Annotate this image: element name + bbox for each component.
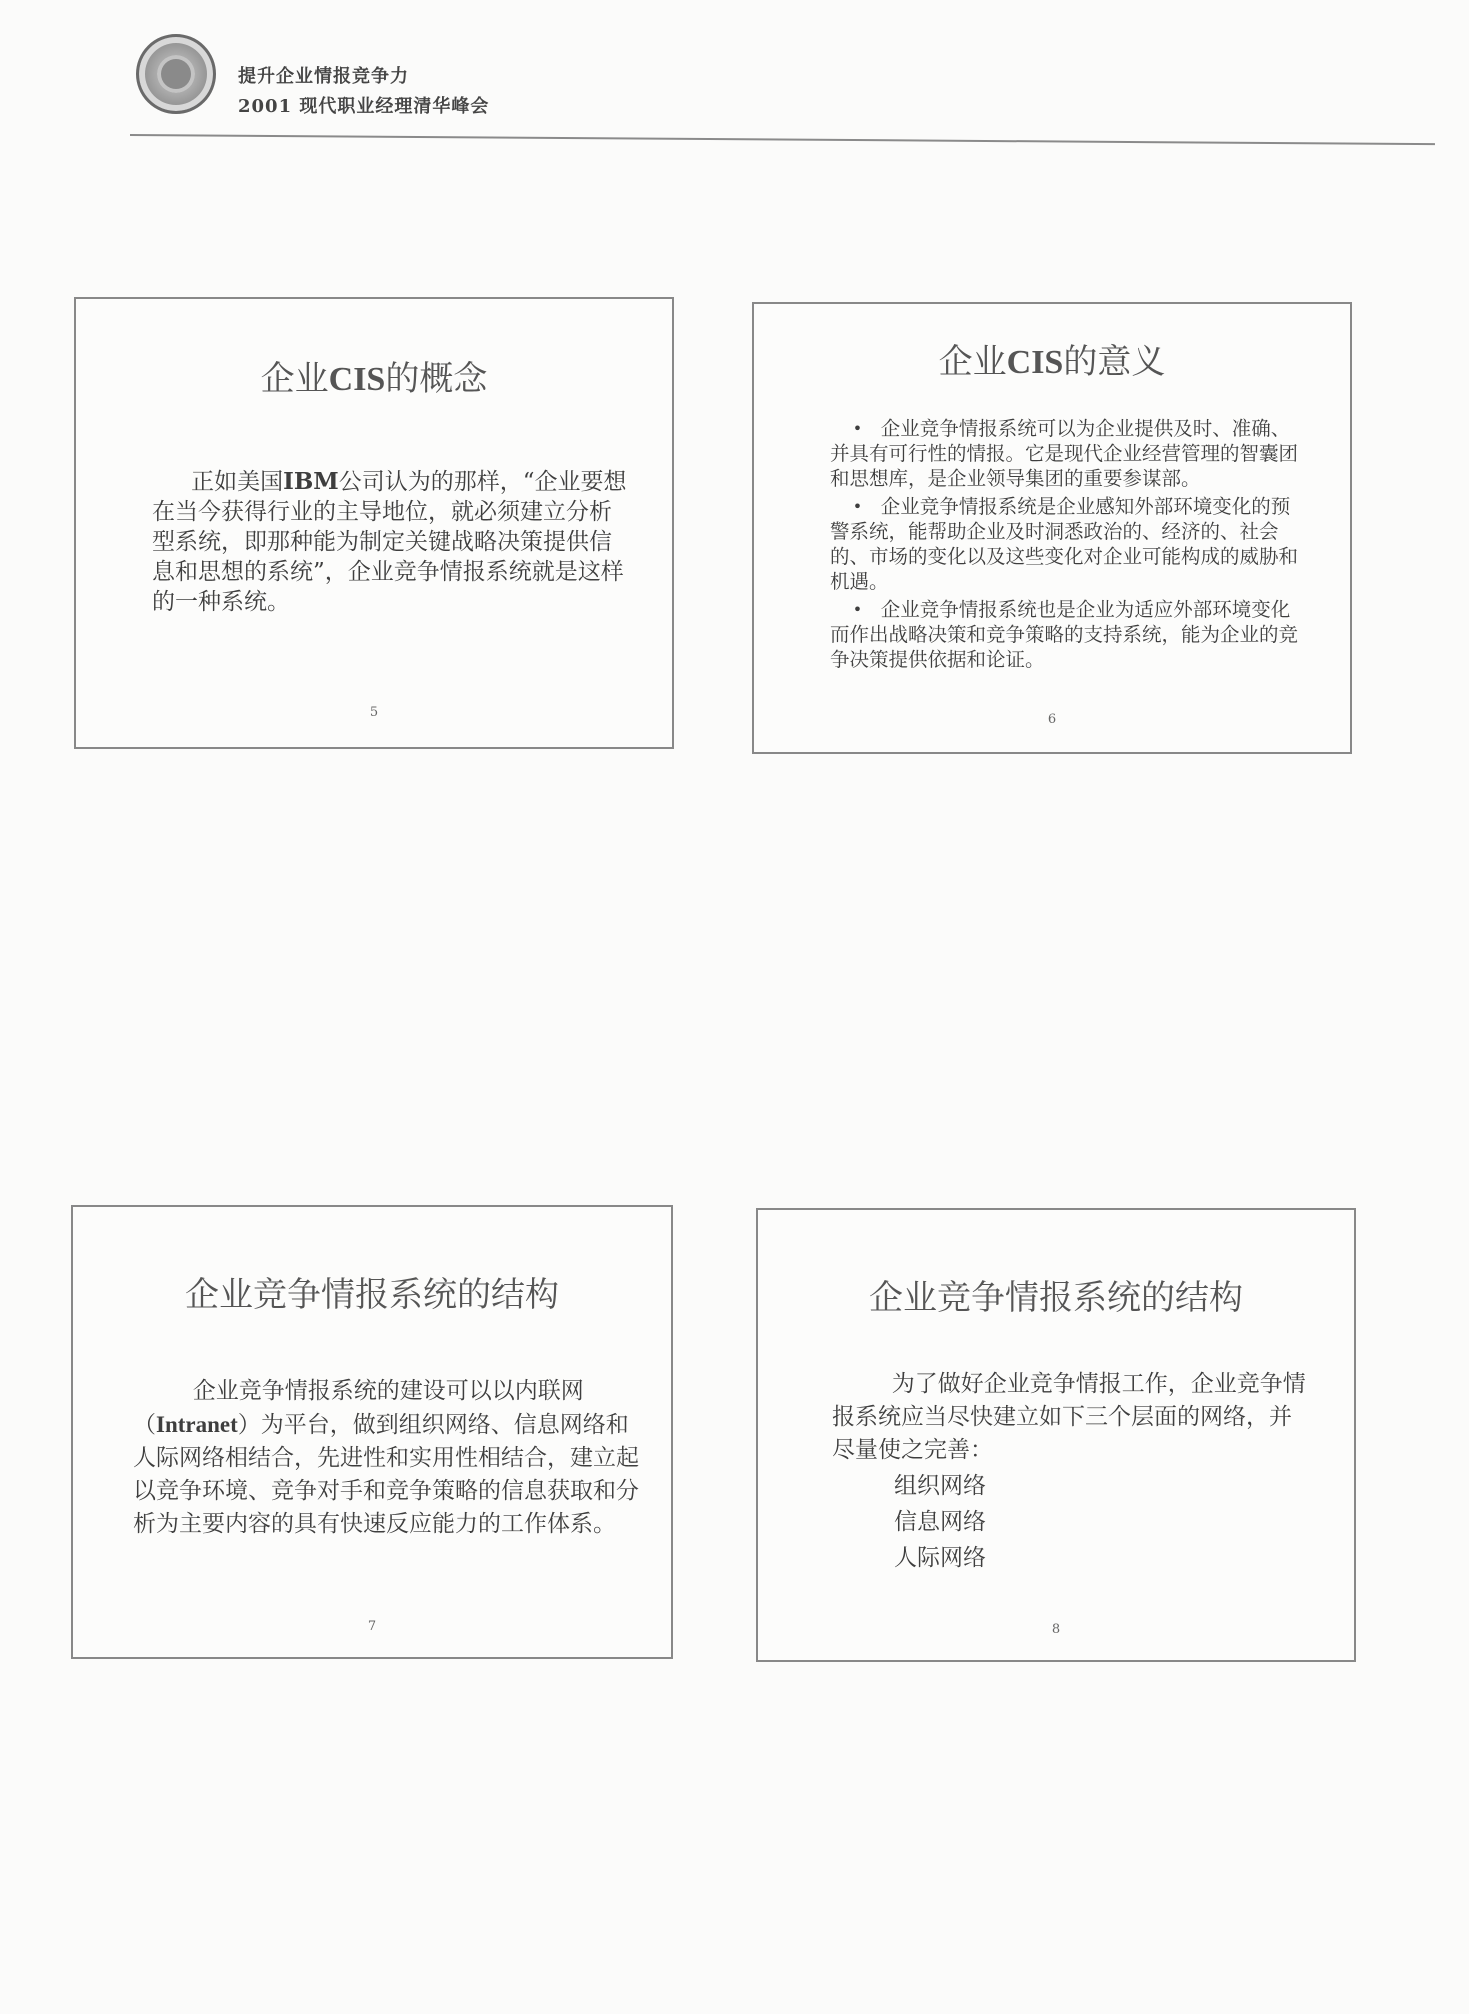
bullet-item	[806, 416, 1306, 491]
title-text: 企业	[938, 342, 1007, 382]
header-text	[238, 62, 489, 122]
body-text-end: 公司认为的那样，“企业要想在当今获得行业的主导地位，就必须建立分析型系统，即那种能为制定关键战略决策提供信息和思想的系统”，企业竞争情报系统就是这样的一种系统。	[152, 469, 627, 615]
slide-body	[133, 1375, 641, 1541]
page-number: 5	[369, 705, 379, 720]
slide-6	[752, 302, 1352, 754]
page-number: 6	[1047, 712, 1057, 727]
bullet-item	[806, 597, 1306, 672]
body-paragraph: 为了做好企业竞争情报工作，企业竞争情报系统应当尽快建立如下三个层面的网络，并尽量使之完善：	[832, 1371, 1306, 1463]
body-paragraph	[152, 467, 630, 617]
title-text: 企业	[260, 359, 329, 399]
header-divider	[130, 134, 1435, 145]
bullet-item	[806, 494, 1306, 594]
page-number: 8	[1051, 1622, 1061, 1637]
header-line-1: 提升企业情报竞争力	[238, 66, 409, 87]
bullet-icon: •	[852, 600, 863, 619]
university-seal-logo	[136, 34, 216, 114]
slide-title: 企业竞争情报系统的结构	[185, 1275, 559, 1315]
slide-5	[74, 297, 674, 749]
bullet-text: 企业竞争情报系统是企业感知外部环境变化的预警系统，能帮助企业及时洞悉政治的、经济的、社会的、市场的变化以及这些变化对企业可能构成的威胁和机遇。	[830, 495, 1299, 593]
body-bold-text: IBM	[283, 468, 339, 495]
bullet-text: 企业竞争情报系统也是企业为适应外部环境变化而作出战略决策和竞争策略的支持系统，能为企业的竞争决策提供依据和论证。	[830, 598, 1299, 671]
title-bold-text: CIS	[1006, 344, 1064, 381]
slide-7	[71, 1205, 673, 1659]
body-text: 企业竞争情报系统的建设可以以内联网（	[133, 1378, 584, 1438]
body-text-end: ）为平台，做到组织网络、信息网络和人际网络相结合，先进性和实用性相结合，建立起以竞争环境、竞争对手和竞争策略的信息获取和分析为主要内容的具有快速反应能力的工作体系。	[133, 1412, 639, 1537]
title-text-end: 的概念	[385, 359, 488, 399]
bullet-text: 企业竞争情报系统可以为企业提供及时、准确、并具有可行性的情报。它是现代企业经营管理的智囊团和思想库，是企业领导集团的重要参谋部。	[830, 417, 1299, 490]
body-paragraph	[133, 1375, 641, 1541]
title-bold-text: CIS	[328, 361, 386, 398]
slide-title	[76, 351, 672, 400]
slide-title: 企业竞争情报系统的结构	[869, 1278, 1243, 1318]
page-number: 7	[367, 1619, 377, 1634]
header-line-2: 2001 现代职业经理清华峰会	[238, 96, 490, 117]
bullet-icon: •	[852, 497, 863, 516]
title-text-end: 的意义	[1063, 342, 1166, 382]
list-item-interpersonal-network: 人际网络	[894, 1545, 986, 1571]
page-header	[130, 30, 1440, 160]
list-item-information-network: 信息网络	[894, 1509, 986, 1535]
body-bold-text: Intranet	[156, 1412, 238, 1437]
list-item-organization-network: 组织网络	[894, 1473, 986, 1499]
bullet-icon: •	[852, 419, 863, 438]
slide-body	[832, 1368, 1314, 1577]
body-text: 正如美国	[191, 469, 284, 495]
slide-title	[754, 334, 1350, 383]
slide-bullets	[806, 416, 1306, 675]
slide-body	[152, 467, 630, 617]
slide-8	[756, 1208, 1356, 1662]
